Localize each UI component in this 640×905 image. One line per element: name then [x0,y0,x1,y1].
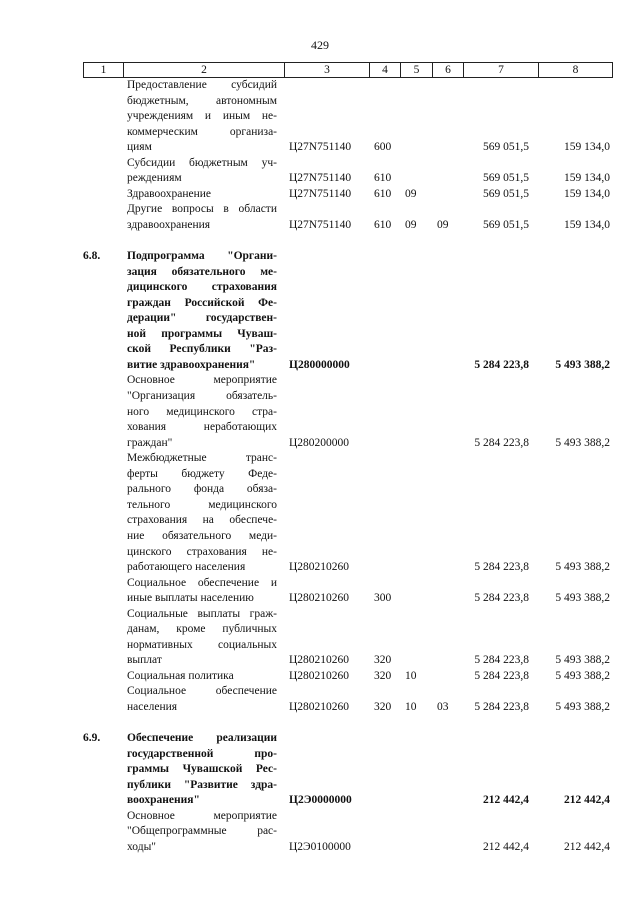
section: 10 [405,701,417,713]
expense-type: 320 [374,701,392,713]
table-row [0,622,640,637]
table-row [0,513,640,528]
table-row [0,529,640,544]
amount-year-2: 5 493 388,2 [555,561,610,574]
item-name: "Общепрограммные рас- [127,825,277,838]
amount-year-1: 5 284 223,8 [474,592,529,605]
table-row [0,747,640,762]
item-name: Здравоохранение [127,187,212,200]
table-row [0,218,640,233]
column-header: 7 [464,63,539,78]
subsection: 03 [437,701,449,713]
item-name: Социальное обеспечение [127,685,277,698]
column-header: 5 [401,63,433,78]
target-code: Ц280210260 [289,701,350,713]
expense-type: 320 [374,654,392,667]
table-row [0,265,640,280]
item-name: публики "Развитие здра- [127,778,277,791]
table-row [0,234,640,249]
item-name: витие здравоохранения" [127,358,256,371]
table-row [0,109,640,124]
table-row [0,778,640,793]
table-row [0,156,640,171]
target-code: Ц280210260 [289,669,350,682]
amount-year-1: 5 284 223,8 [474,436,529,449]
item-name: ного медицинского стра- [127,405,277,418]
amount-year-1: 569 051,5 [483,172,529,185]
item-name: рального фонда обяза- [127,483,277,496]
table-row [0,342,640,357]
table-row [0,762,640,777]
item-name: здравоохранения [127,218,211,231]
target-code: Ц27N751140 [289,187,352,200]
section: 10 [405,669,417,682]
item-name: иные выплаты населению [127,592,254,605]
amount-year-2: 212 442,4 [564,794,610,807]
row-number: 6.9. [83,732,101,745]
table-row [0,716,640,731]
amount-year-1: 212 442,4 [483,840,529,853]
amount-year-1: 5 284 223,8 [474,561,529,574]
table-row [0,373,640,388]
target-code: Ц27N751140 [289,172,352,185]
expense-type: 610 [374,218,392,231]
table-row [0,94,640,109]
item-name: Основное мероприятие [127,374,277,387]
item-name: ние обязательного меди- [127,529,277,542]
table-row [0,389,640,404]
row-number: 6.8. [83,250,101,263]
table-row [0,731,640,746]
item-name: воохранения" [127,794,200,807]
table-row [0,638,640,653]
amount-year-2: 5 493 388,2 [555,358,610,371]
table-row [0,482,640,497]
item-name: ской Республики "Раз- [127,343,277,356]
amount-year-2: 159 134,0 [564,187,610,200]
item-name: ходы" [127,840,157,853]
table-row [0,545,640,560]
expense-type: 610 [374,187,392,200]
table-row [0,280,640,295]
item-name: учреждениям и иным не- [127,110,277,123]
item-name: циям [127,141,152,154]
target-code: Ц280210260 [289,654,350,667]
table-row [0,451,640,466]
column-header: 6 [433,63,464,78]
amount-year-2: 5 493 388,2 [555,592,610,605]
table-row [0,591,640,606]
item-name: коммерческим организа- [127,125,277,138]
table-row [0,498,640,513]
page-number: 429 [311,38,329,52]
target-code: Ц2Э0100000 [289,840,351,853]
expense-type: 320 [374,669,392,682]
item-name: дицинского страхования [127,281,277,294]
expense-type: 600 [374,141,392,154]
table-row [0,249,640,264]
amount-year-1: 5 284 223,8 [474,358,529,371]
table-row [0,187,640,202]
item-name: населения [127,701,178,713]
column-header: 2 [124,63,285,78]
item-name: дерации" государствен- [127,312,277,325]
column-header: 1 [84,63,124,78]
target-code: Ц280210260 [289,592,350,605]
amount-year-2: 159 134,0 [564,141,610,154]
item-name: цинского страхования не- [127,545,277,558]
table-row [0,78,640,93]
amount-year-2: 5 493 388,2 [555,654,610,667]
item-name: Подпрограмма "Органи- [127,250,277,263]
item-name: Основное мероприятие [127,809,277,822]
target-code: Ц2Э0000000 [289,794,352,807]
item-name: ферты бюджету Феде- [127,467,277,480]
amount-year-1: 569 051,5 [483,187,529,200]
item-name: Социальное обеспечение и [127,576,277,589]
target-code: Ц280200000 [289,436,350,449]
item-name: реждениям [127,172,182,185]
target-code: Ц27N751140 [289,141,352,154]
item-name: "Организация обязатель- [127,390,277,402]
table-row [0,202,640,217]
expense-type: 300 [374,592,392,605]
item-name: Социальная политика [127,669,234,682]
subsection: 09 [437,218,449,231]
table-row [0,125,640,140]
table-row [0,358,640,373]
table-row [0,171,640,186]
table-row [0,793,640,808]
item-name: выплат [127,654,162,667]
column-header-row [83,62,613,78]
amount-year-2: 212 442,4 [564,840,610,853]
table-row [0,436,640,451]
amount-year-2: 5 493 388,2 [555,701,610,713]
table-row [0,467,640,482]
item-name: работающего населения [127,561,246,574]
table-row [0,809,640,824]
column-header: 4 [370,63,401,78]
target-code: Ц27N751140 [289,218,352,231]
table-row [0,824,640,839]
amount-year-1: 5 284 223,8 [474,669,529,682]
column-header: 3 [285,63,370,78]
item-name: Обеспечение реализации [127,732,277,745]
item-name: данам, кроме публичных [127,623,277,636]
amount-year-1: 5 284 223,8 [474,701,529,713]
table-row [0,420,640,435]
target-code: Ц280210260 [289,561,350,574]
item-name: хования неработающих [127,421,277,434]
section: 09 [405,187,417,200]
table-row [0,607,640,622]
amount-year-2: 5 493 388,2 [555,669,610,682]
amount-year-2: 5 493 388,2 [555,436,610,449]
section: 09 [405,218,417,231]
table-row [0,684,640,699]
amount-year-2: 159 134,0 [564,172,610,185]
target-code: Ц280000000 [289,358,350,371]
item-name: Субсидии бюджетным уч- [127,156,277,169]
item-name: нормативных социальных [127,638,277,651]
item-name: граждан" [127,436,173,449]
item-name: граждан Российской Фе- [127,296,277,309]
item-name: зация обязательного ме- [127,265,277,278]
table-row [0,560,640,575]
amount-year-1: 569 051,5 [483,218,529,231]
table-row [0,653,640,668]
expense-type: 610 [374,172,392,185]
item-name: Другие вопросы в области [127,203,277,216]
amount-year-1: 212 442,4 [483,794,529,807]
item-name: бюджетным, автономным [127,94,277,107]
item-name: государственной про- [127,747,277,760]
table-row [0,296,640,311]
table-row [0,311,640,326]
item-name: Межбюджетные транс- [127,452,277,465]
item-name: ной программы Чуваш- [127,327,277,340]
table-row [0,405,640,420]
amount-year-1: 5 284 223,8 [474,654,529,667]
amount-year-2: 159 134,0 [564,218,610,231]
item-name: Социальные выплаты граж- [127,607,277,620]
item-name: страхования на обеспече- [127,514,277,527]
item-name: тельного медицинского [127,498,277,511]
table-row [0,576,640,591]
table-row [0,140,640,155]
table-row [0,327,640,342]
table-row [0,840,640,855]
column-header: 8 [539,63,613,78]
item-name: граммы Чувашской Рес- [127,763,277,776]
table-row [0,669,640,684]
table-row [0,700,640,715]
amount-year-1: 569 051,5 [483,141,529,154]
item-name: Предоставление субсидий [127,79,277,91]
